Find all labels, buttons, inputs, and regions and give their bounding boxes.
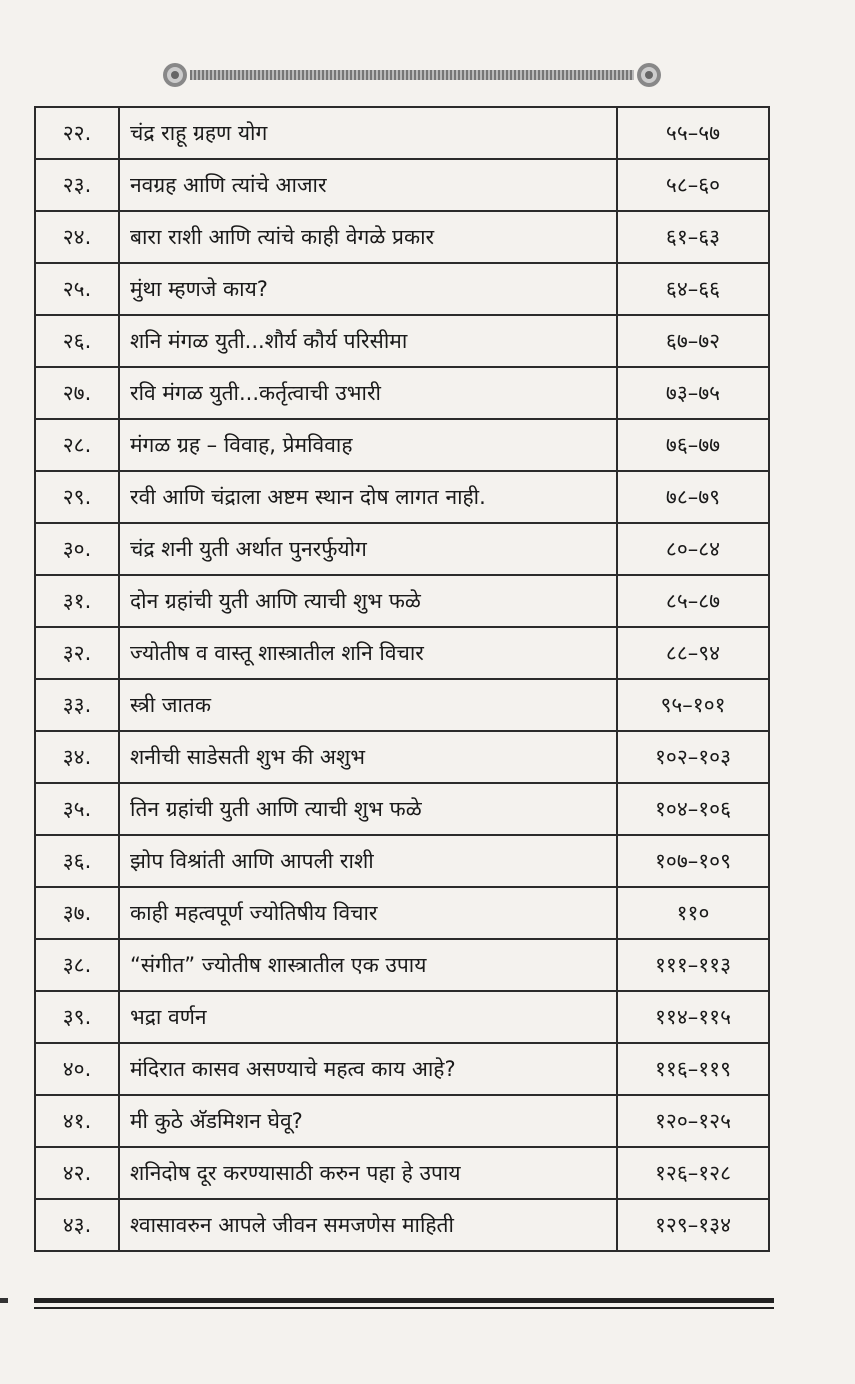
chapter-title: “संगीत” ज्योतीष शास्त्रातील एक उपाय xyxy=(119,939,617,991)
page-range: १२०–१२५ xyxy=(617,1095,769,1147)
header-ornament xyxy=(162,62,662,88)
chapter-number: ४३. xyxy=(35,1199,119,1251)
chapter-title: चंद्र राहू ग्रहण योग xyxy=(119,107,617,159)
page-range: ११० xyxy=(617,887,769,939)
chapter-title: नवग्रह आणि त्यांचे आजार xyxy=(119,159,617,211)
rosette-icon xyxy=(162,62,188,88)
table-row xyxy=(35,783,769,835)
chapter-title: ज्योतीष व वास्तू शास्त्रातील शनि विचार xyxy=(119,627,617,679)
page-range: १०४–१०६ xyxy=(617,783,769,835)
footer-rule-thick xyxy=(34,1298,774,1303)
page-range: १२६–१२८ xyxy=(617,1147,769,1199)
chapter-title: मी कुठे अ‍ॅडमिशन घेवू? xyxy=(119,1095,617,1147)
chapter-number: ४१. xyxy=(35,1095,119,1147)
chapter-number: ३६. xyxy=(35,835,119,887)
chapter-title: मंदिरात कासव असण्याचे महत्व काय आहे? xyxy=(119,1043,617,1095)
table-row xyxy=(35,263,769,315)
chapter-title: काही महत्वपूर्ण ज्योतिषीय विचार xyxy=(119,887,617,939)
chapter-number: ३४. xyxy=(35,731,119,783)
table-of-contents xyxy=(34,106,770,1252)
chapter-number: ३५. xyxy=(35,783,119,835)
chapter-title: मंगळ ग्रह – विवाह, प्रेमविवाह xyxy=(119,419,617,471)
chapter-number: ३३. xyxy=(35,679,119,731)
table-row xyxy=(35,1147,769,1199)
table-row xyxy=(35,367,769,419)
chapter-number: २६. xyxy=(35,315,119,367)
chapter-number: ४०. xyxy=(35,1043,119,1095)
chapter-title: भद्रा वर्णन xyxy=(119,991,617,1043)
chapter-title: तिन ग्रहांची युती आणि त्याची शुभ फळे xyxy=(119,783,617,835)
toc-body xyxy=(35,107,769,1251)
table-row xyxy=(35,419,769,471)
chapter-number: २२. xyxy=(35,107,119,159)
chapter-title: रवी आणि चंद्राला अष्टम स्थान दोष लागत नाही. xyxy=(119,471,617,523)
footer-rule-thin xyxy=(34,1307,774,1309)
table-row xyxy=(35,731,769,783)
chapter-title: बारा राशी आणि त्यांचे काही वेगळे प्रकार xyxy=(119,211,617,263)
table-row xyxy=(35,315,769,367)
table-row xyxy=(35,887,769,939)
page-range: ८८–९४ xyxy=(617,627,769,679)
page-range: ५८–६० xyxy=(617,159,769,211)
table-row xyxy=(35,107,769,159)
chapter-title: चंद्र शनी युती अर्थात पुनरर्फुयोग xyxy=(119,523,617,575)
table-row xyxy=(35,575,769,627)
chapter-title: शनिदोष दूर करण्यासाठी करुन पहा हे उपाय xyxy=(119,1147,617,1199)
chapter-number: ३१. xyxy=(35,575,119,627)
table-row xyxy=(35,211,769,263)
chapter-number: ४२. xyxy=(35,1147,119,1199)
chapter-title: श्वासावरुन आपले जीवन समजणेस माहिती xyxy=(119,1199,617,1251)
page-range: ८५–८७ xyxy=(617,575,769,627)
table-row xyxy=(35,159,769,211)
chapter-title: शनि मंगळ युती...शौर्य कौर्य परिसीमा xyxy=(119,315,617,367)
chapter-number: २४. xyxy=(35,211,119,263)
table-row xyxy=(35,1043,769,1095)
chapter-number: २३. xyxy=(35,159,119,211)
page-range: १२९–१३४ xyxy=(617,1199,769,1251)
chapter-title: मुंथा म्हणजे काय? xyxy=(119,263,617,315)
table-row xyxy=(35,627,769,679)
chapter-title: शनीची साडेसती शुभ की अशुभ xyxy=(119,731,617,783)
page-range: ६१–६३ xyxy=(617,211,769,263)
page-range: ११४–११५ xyxy=(617,991,769,1043)
chapter-number: ३७. xyxy=(35,887,119,939)
page-range: ७३–७५ xyxy=(617,367,769,419)
chapter-number: ३०. xyxy=(35,523,119,575)
table-row xyxy=(35,471,769,523)
table-row xyxy=(35,835,769,887)
chapter-title: रवि मंगळ युती...कर्तृत्वाची उभारी xyxy=(119,367,617,419)
page-range: ६४–६६ xyxy=(617,263,769,315)
page-range: ७८–७९ xyxy=(617,471,769,523)
table-row xyxy=(35,1095,769,1147)
page-range: ९५–१०१ xyxy=(617,679,769,731)
page-range: ८०–८४ xyxy=(617,523,769,575)
table-row xyxy=(35,523,769,575)
table-row xyxy=(35,1199,769,1251)
ornament-bar xyxy=(190,70,634,80)
page-range: १०७–१०९ xyxy=(617,835,769,887)
chapter-number: २५. xyxy=(35,263,119,315)
page-range: ७६–७७ xyxy=(617,419,769,471)
page-range: ५५–५७ xyxy=(617,107,769,159)
chapter-title: स्त्री जातक xyxy=(119,679,617,731)
chapter-number: २७. xyxy=(35,367,119,419)
page-range: १०२–१०३ xyxy=(617,731,769,783)
chapter-number: २८. xyxy=(35,419,119,471)
page-range: १११–११३ xyxy=(617,939,769,991)
page-range: ११६–११९ xyxy=(617,1043,769,1095)
table-row xyxy=(35,991,769,1043)
chapter-number: २९. xyxy=(35,471,119,523)
table-row xyxy=(35,679,769,731)
page-range: ६७–७२ xyxy=(617,315,769,367)
chapter-number: ३२. xyxy=(35,627,119,679)
edge-mark xyxy=(0,1298,8,1303)
rosette-icon xyxy=(636,62,662,88)
table-row xyxy=(35,939,769,991)
chapter-title: दोन ग्रहांची युती आणि त्याची शुभ फळे xyxy=(119,575,617,627)
chapter-title: झोप विश्रांती आणि आपली राशी xyxy=(119,835,617,887)
chapter-number: ३८. xyxy=(35,939,119,991)
chapter-number: ३९. xyxy=(35,991,119,1043)
